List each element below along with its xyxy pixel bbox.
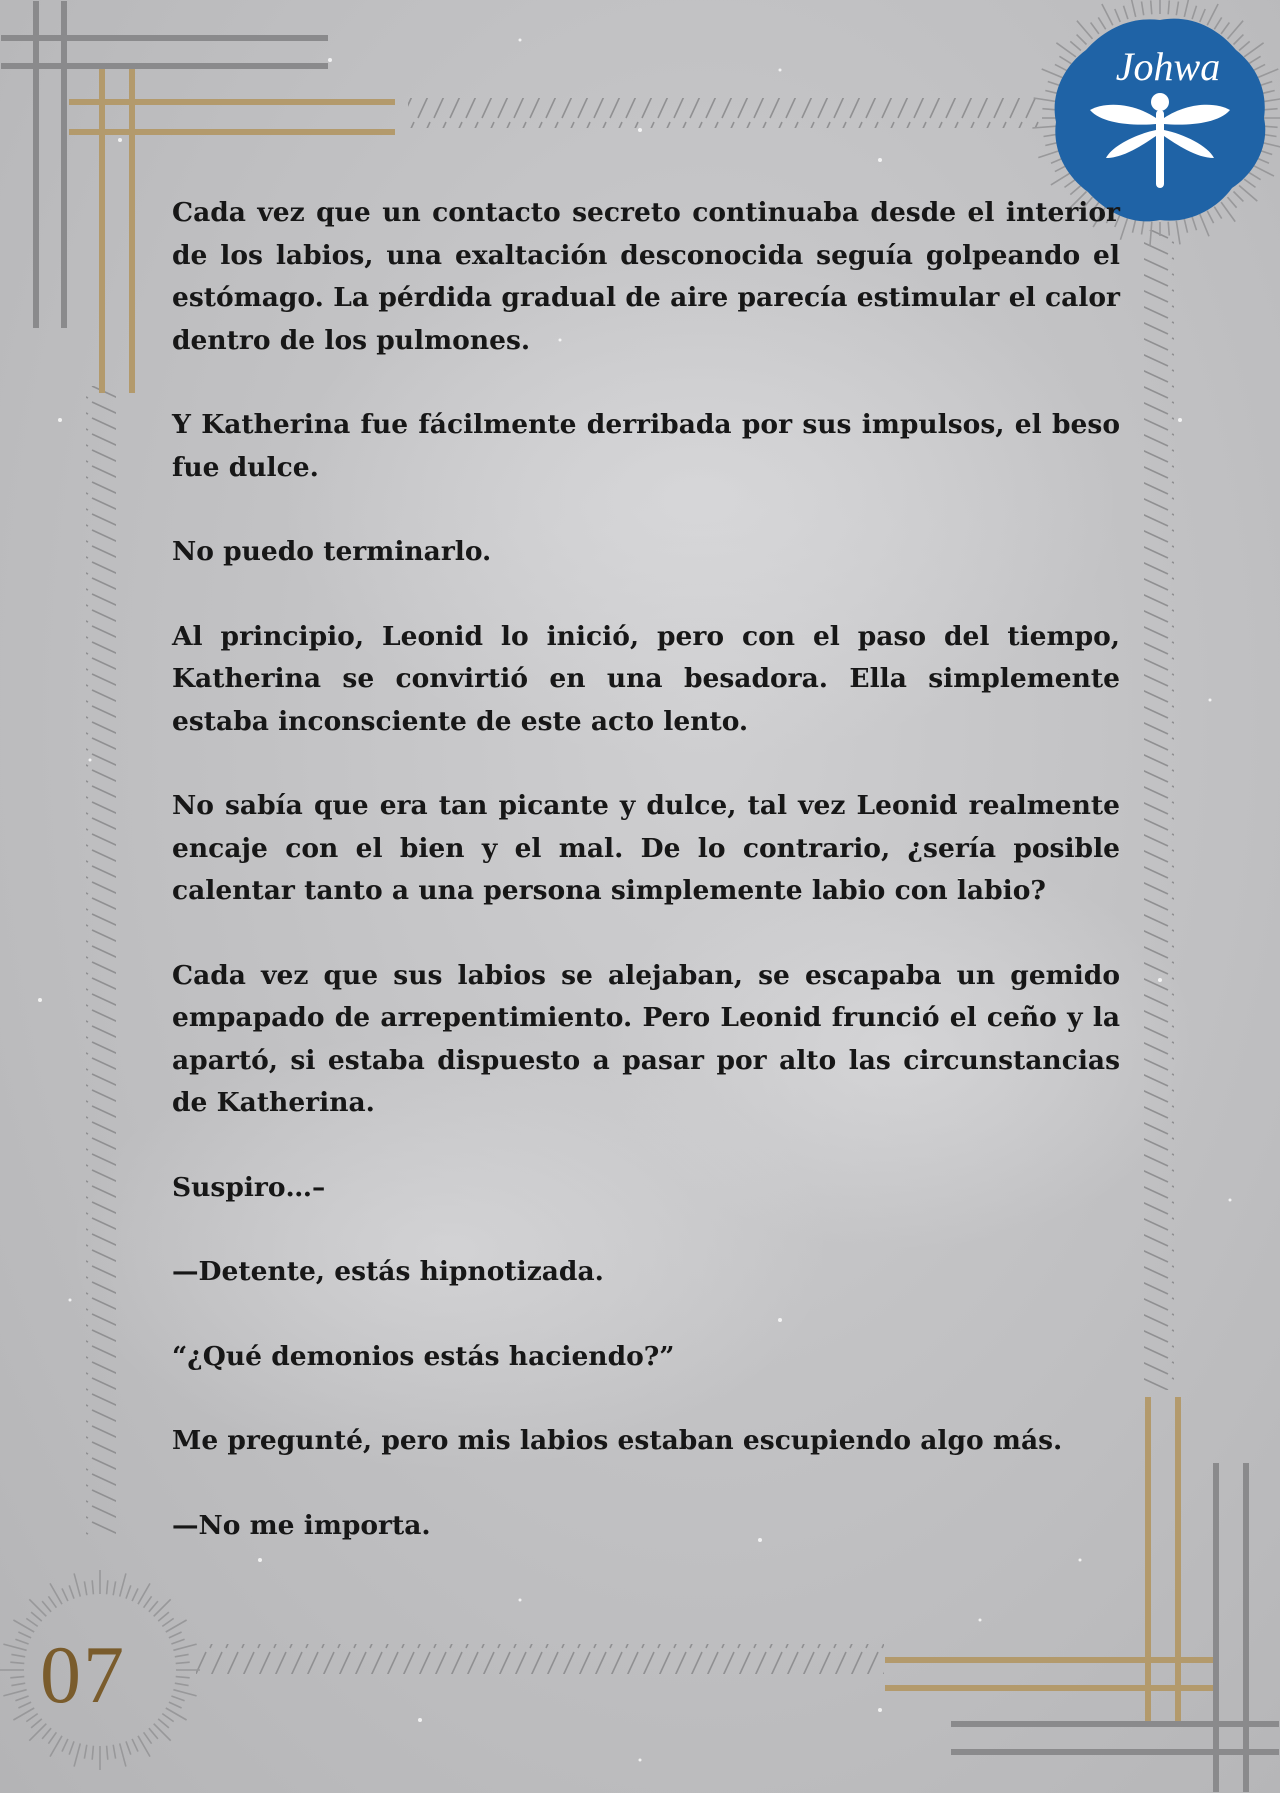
sunburst-ray <box>132 1588 138 1601</box>
sunburst-ray <box>3 1690 26 1696</box>
sunburst-ray <box>144 1596 152 1607</box>
sunburst-ray <box>171 1696 184 1701</box>
sunburst-ray <box>107 1746 108 1760</box>
sunburst-ray <box>92 1746 93 1760</box>
sunburst-ray <box>84 1745 86 1759</box>
sunburst-ray <box>173 1690 196 1696</box>
sunburst-ray <box>113 1745 115 1759</box>
body-text <box>172 192 1120 1589</box>
sunburst-ray <box>15 1696 28 1701</box>
sunburst-ray <box>26 1714 37 1722</box>
sunburst-ray <box>3 1644 26 1650</box>
sunburst-ray <box>126 1585 131 1598</box>
paragraph: No puedo terminarlo. <box>172 536 492 567</box>
sunburst-ray <box>176 1662 190 1663</box>
paragraph: Me pregunté, pero mis labios estaban escupiendo algo más. <box>172 1425 1063 1456</box>
sunburst-ray <box>15 1639 28 1644</box>
sunburst-ray <box>113 1581 115 1595</box>
sunburst-ray <box>175 1654 189 1656</box>
logo-text: Johwa <box>1115 44 1221 89</box>
sunburst-ray <box>175 1683 189 1685</box>
sunburst-ray <box>74 1743 80 1766</box>
sunburst-ray <box>132 1739 138 1752</box>
sunburst-ray <box>74 1573 80 1596</box>
sunburst-ray <box>169 1702 182 1708</box>
sunburst-ray <box>11 1683 25 1685</box>
sunburst-ray <box>92 1580 93 1594</box>
sunburst-ray <box>31 1612 42 1621</box>
sunburst-ray <box>62 1588 68 1601</box>
page-number: 07 <box>40 1629 126 1720</box>
paragraph: —Detente, estás hipnotizada. <box>172 1256 604 1287</box>
sunburst-ray <box>48 1596 56 1607</box>
sunburst-ray <box>18 1702 31 1708</box>
sunburst-ray <box>126 1741 131 1754</box>
paragraph: Suspiro…– <box>172 1171 326 1203</box>
sunburst-ray <box>84 1581 86 1595</box>
sunburst-ray <box>18 1632 31 1638</box>
sunburst-ray <box>158 1612 169 1621</box>
sunburst-ray <box>62 1739 68 1752</box>
sunburst-ray <box>176 1677 190 1678</box>
paragraph: Y Katherina fue fácilmente derribada por sus impulsos, el beso fue dulce. <box>172 409 1120 483</box>
sunburst-ray <box>11 1654 25 1656</box>
paragraph: Cada vez que sus labios se alejaban, se escapaba un gemido empapado de arrepentimiento. Pero Leonid frunció el ceño y la apartó, si estaba dispuesto a pasar por alto las circunstancias de Katherina. <box>172 959 1120 1118</box>
sunburst-ray <box>107 1580 108 1594</box>
sunburst-ray <box>42 1601 51 1612</box>
sunburst-ray <box>149 1601 158 1612</box>
paragraph: Cada vez que un contacto secreto continuaba desde el interior de los labios, una exaltación desconocida seguía golpeando el estómago. La pérdida gradual de aire parecía estimular el calor dentro de los pulmones. <box>172 197 1120 356</box>
sunburst-ray <box>10 1662 24 1663</box>
sunburst-ray <box>169 1632 182 1638</box>
sunburst-ray <box>171 1639 184 1644</box>
sunburst-ray <box>69 1741 74 1754</box>
sunburst-ray <box>149 1728 158 1739</box>
sunburst-ray <box>69 1585 74 1598</box>
sunburst-ray <box>144 1732 152 1743</box>
sunburst-ray <box>173 1644 196 1650</box>
sunburst-ray <box>26 1618 37 1626</box>
sunburst-ray <box>48 1732 56 1743</box>
paragraph: “¿Qué demonios estás haciendo?” <box>172 1340 675 1372</box>
sunburst-ray <box>120 1573 126 1596</box>
sunburst-ray <box>42 1728 51 1739</box>
sunburst-ray <box>120 1743 126 1766</box>
paragraph: No sabía que era tan picante y dulce, tal vez Leonid realmente encaje con el bien y el mal. De lo contrario, ¿sería posible calentar tanto a una persona simplemente labio con labio? <box>172 790 1120 906</box>
paragraph: —No me importa. <box>172 1509 431 1541</box>
sunburst-ray <box>10 1677 24 1678</box>
paragraph: Al principio, Leonid lo inició, pero con el paso del tiempo, Katherina se convirtió en una besadora. Ella simplemente estaba inconsciente de este acto lento. <box>172 620 1120 737</box>
